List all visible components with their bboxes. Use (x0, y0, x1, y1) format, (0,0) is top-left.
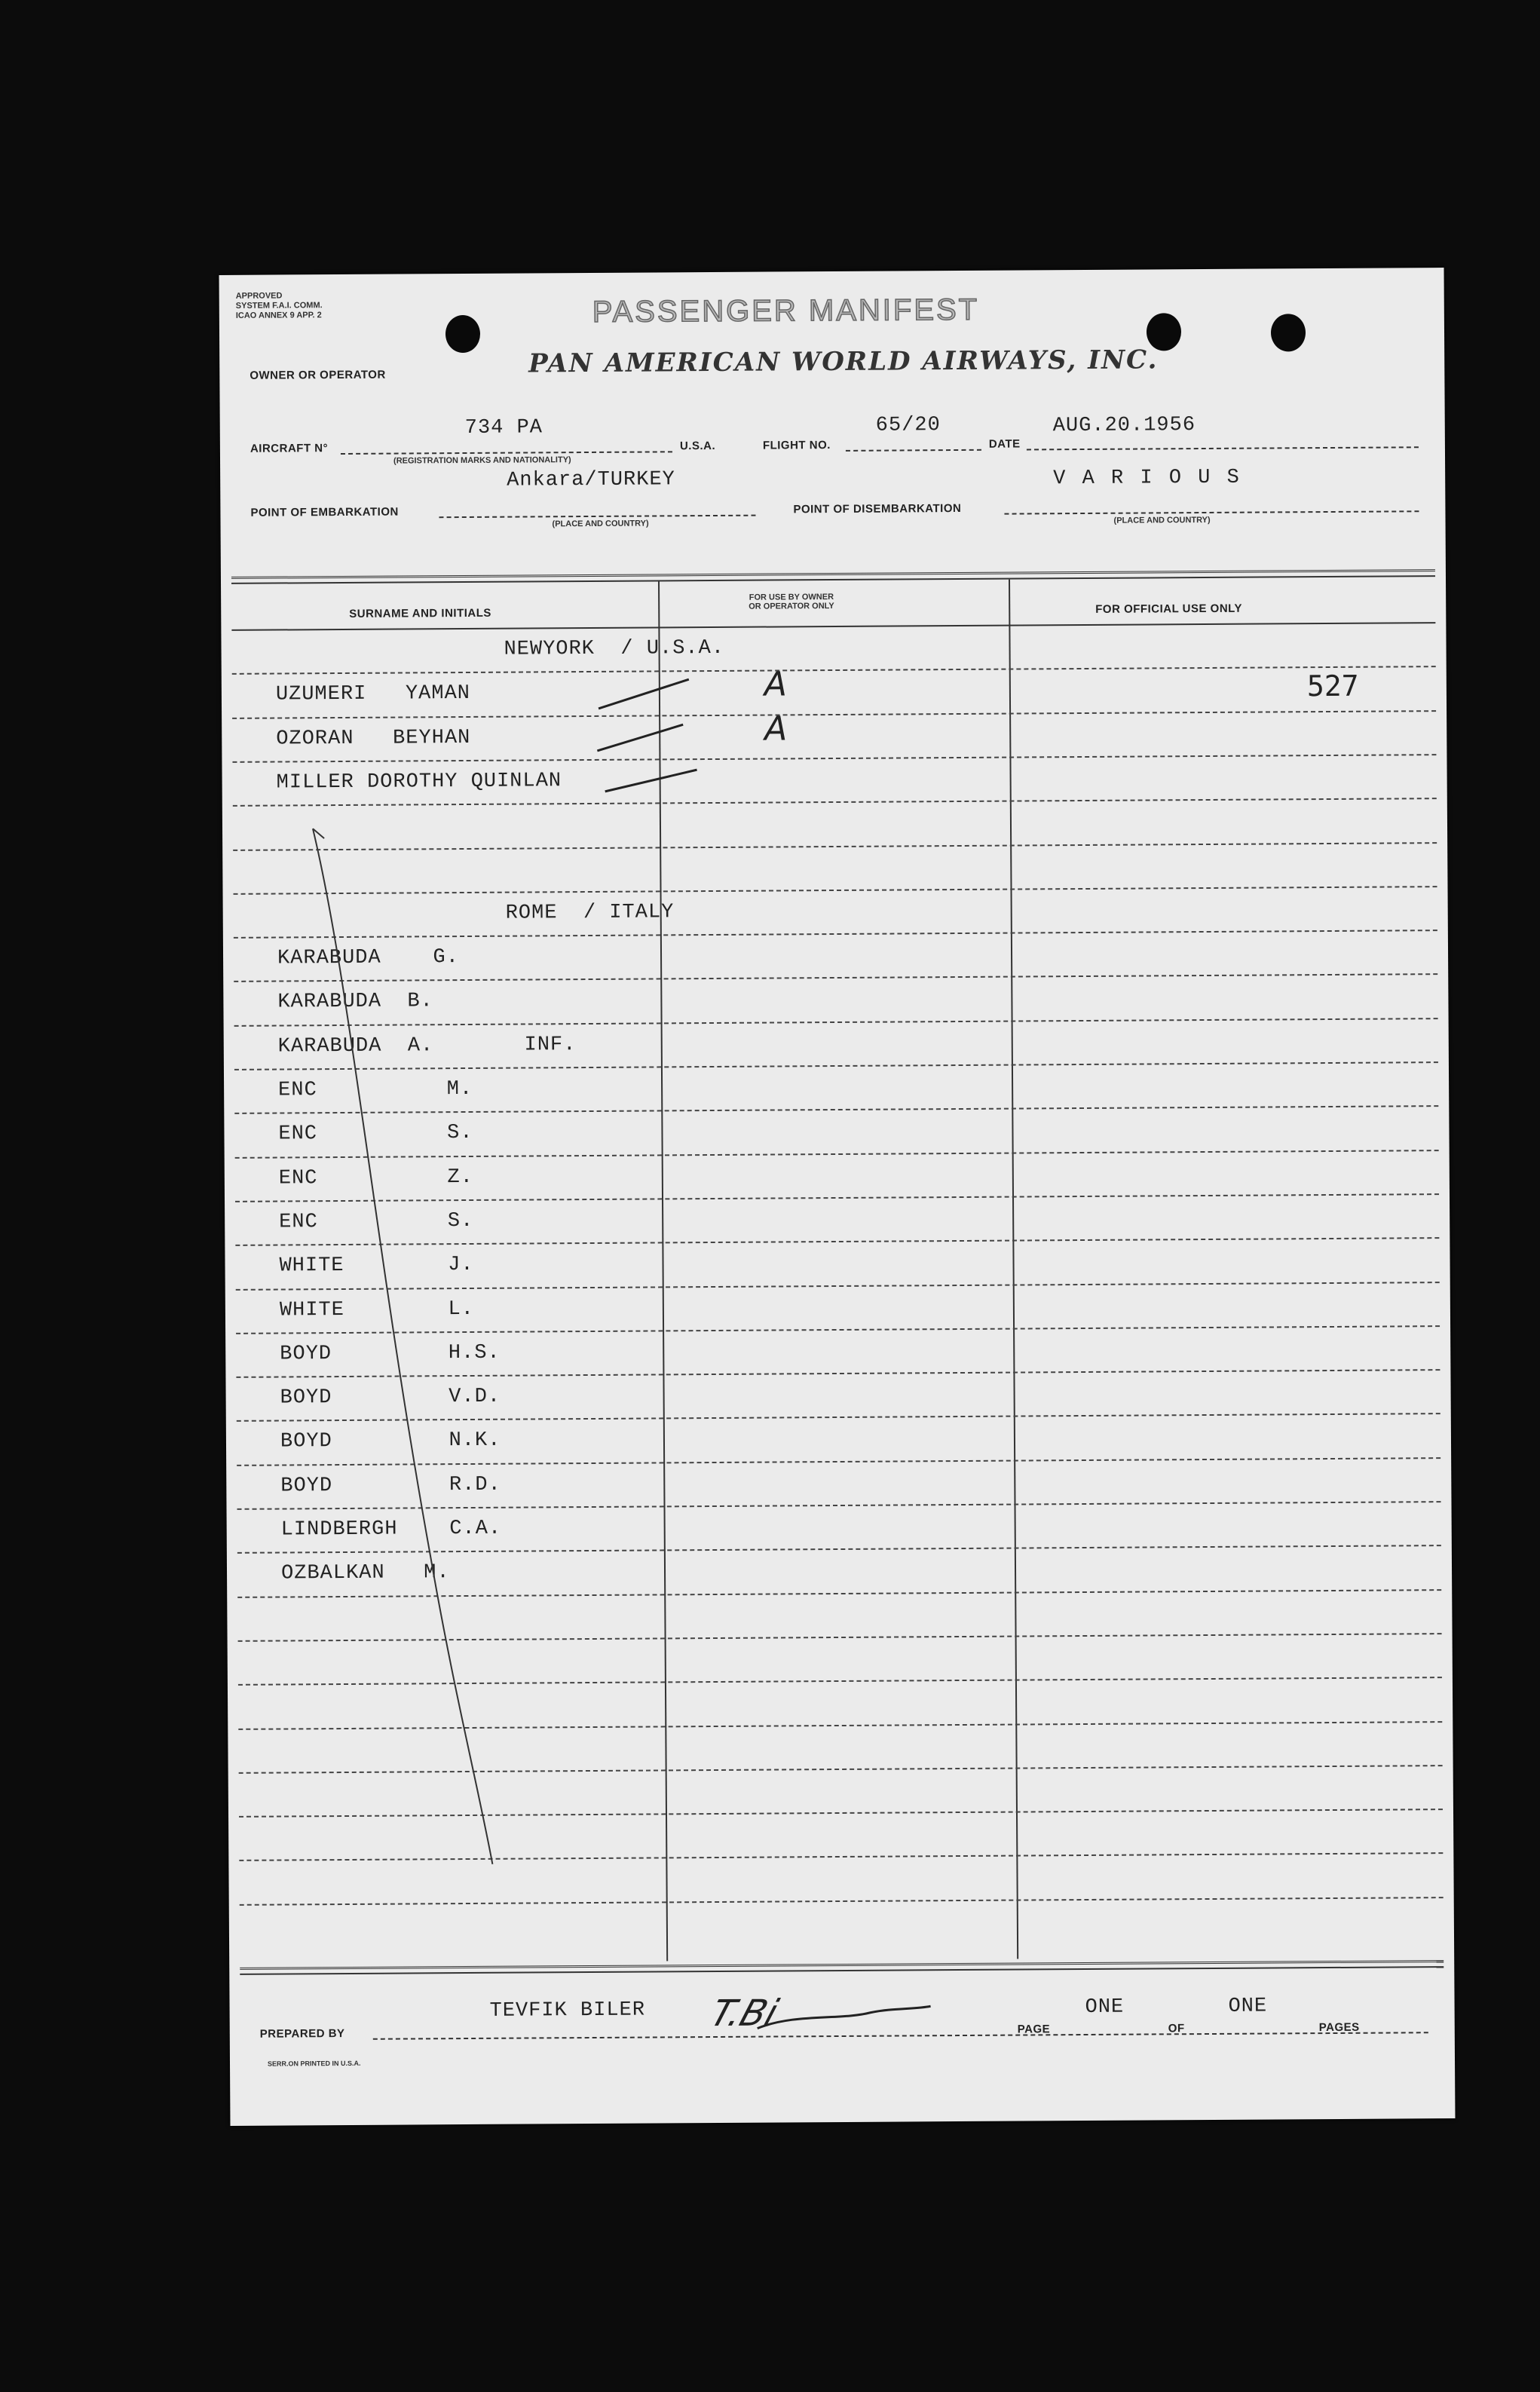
passenger-name: BOYD V.D. (280, 1385, 501, 1410)
flight-value: 65/20 (875, 414, 941, 437)
disembarkation-label: POINT OF DISEMBARKATION (793, 501, 962, 516)
signature: T.Bi (705, 1992, 783, 2035)
passenger-name: OZORAN BEYHAN (276, 726, 471, 751)
disembarkation-value: V A R I O U S (1053, 466, 1241, 491)
embarkation-label: POINT OF EMBARKATION (250, 505, 399, 519)
passenger-name: OZBALKAN M. (280, 1561, 450, 1585)
prepared-label: PREPARED BY (259, 2027, 345, 2041)
check-stroke (599, 679, 689, 709)
signature-flourish (749, 1997, 938, 2044)
operator-mark: A (764, 709, 788, 749)
passenger-name: ENC Z. (278, 1165, 473, 1190)
col-owner-header-line: OR OPERATOR ONLY (749, 602, 834, 611)
page-label: PAGE (1017, 2023, 1051, 2036)
passenger-name: ROME / ITALY (505, 901, 675, 925)
passenger-name: BOYD R.D. (280, 1473, 501, 1498)
prepared-value: TEVFIK BILER (489, 1998, 646, 2023)
passenger-name: KARABUDA A. INF. (277, 1033, 577, 1058)
passenger-name: WHITE L. (279, 1297, 475, 1322)
pages-label: PAGES (1318, 2020, 1360, 2035)
passenger-name: UZUMERI YAMAN (275, 682, 471, 706)
aircraft-value: 734 PA (464, 416, 543, 440)
page-title: PASSENGER MANIFEST (592, 292, 980, 329)
form-code: SERR.ON PRINTED IN U.S.A. (267, 2059, 361, 2068)
registration-caption: (REGISTRATION MARKS AND NATIONALITY) (393, 455, 571, 466)
usa-label: U.S.A. (679, 439, 716, 453)
passenger-name: BOYD H.S. (280, 1341, 501, 1366)
of-value: ONE (1228, 1995, 1268, 2018)
check-stroke (605, 770, 697, 792)
passenger-name: MILLER DOROTHY QUINLAN (276, 770, 562, 795)
col-surname-header: SURNAME AND INITIALS (349, 606, 491, 620)
aircraft-label: AIRCRAFT N° (250, 442, 329, 455)
embarkation-value: Ankara/TURKEY (507, 468, 675, 492)
passenger-name: BOYD N.K. (280, 1429, 501, 1453)
passenger-name: KARABUDA B. (277, 990, 433, 1014)
disembarkation-caption: (PLACE AND COUNTRY) (1113, 515, 1211, 525)
approved-line: ICAO ANNEX 9 APP. 2 (235, 311, 322, 320)
approved-line: APPROVED (235, 291, 283, 301)
passenger-name: KARABUDA G. (277, 946, 459, 970)
passenger-name: NEWYORK / U.S.A. (504, 636, 725, 661)
bracket-line (313, 828, 492, 1865)
date-value: AUG.20.1956 (1052, 414, 1196, 438)
col-official-header: FOR OFFICIAL USE ONLY (1095, 602, 1242, 616)
owner-label: OWNER OR OPERATOR (250, 368, 386, 382)
passenger-name: ENC S. (278, 1122, 473, 1146)
col-owner-header-line: FOR USE BY OWNER (749, 593, 834, 602)
passenger-name: LINDBERGH C.A. (280, 1517, 502, 1542)
operator-mark: A (764, 665, 788, 704)
check-stroke (597, 724, 683, 751)
official-value: 527 (1306, 669, 1359, 703)
airline-name: PAN AMERICAN WORLD AIRWAYS, INC. (528, 345, 1159, 379)
manifest-sheet (219, 268, 1456, 2126)
flight-label: FLIGHT NO. (762, 439, 831, 452)
approved-line: SYSTEM F.A.I. COMM. (235, 301, 323, 311)
handwritten-marks (219, 268, 1456, 2126)
page-value: ONE (1085, 1995, 1125, 2020)
date-label: DATE (988, 437, 1021, 451)
passenger-name: ENC M. (278, 1077, 473, 1102)
passenger-name: WHITE J. (279, 1254, 474, 1278)
of-label: OF (1168, 2022, 1185, 2035)
embarkation-caption: (PLACE AND COUNTRY) (552, 519, 649, 529)
passenger-name: ENC S. (279, 1209, 474, 1234)
